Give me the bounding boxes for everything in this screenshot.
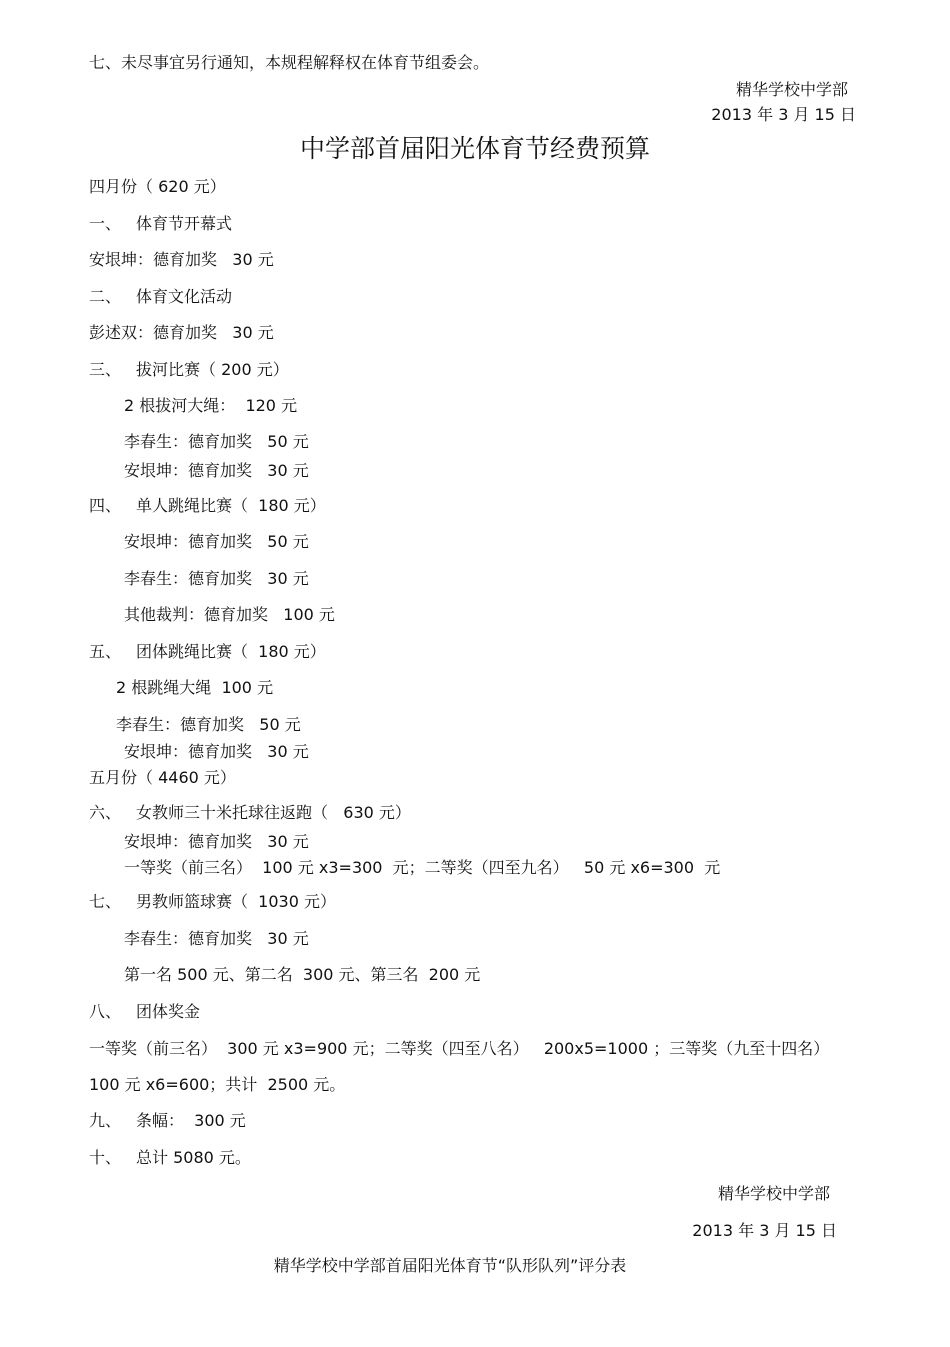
section-7-num: 七、: [89, 892, 122, 911]
sign-org: 精华学校中学部: [717, 1184, 830, 1203]
section-7: [89, 892, 336, 912]
section-10: [89, 1148, 251, 1168]
section-4-num: 四、: [89, 496, 122, 515]
sign-date: 2013 年 3 月 15 日: [692, 1221, 837, 1240]
page-title: 中学部首届阳光体育节经费预算: [299, 134, 650, 163]
section-6: [89, 803, 411, 823]
section-4-line-1: 安垠坤：德育加奖 50 元: [124, 532, 309, 551]
section-8-line-2: 100 元 x6=600；共计 2500 元。: [89, 1075, 346, 1094]
section-9-num: 九、: [89, 1111, 122, 1130]
section-2-num: 二、: [89, 287, 122, 306]
section-1-name: 体育节开幕式: [136, 214, 233, 233]
section-6-num: 六、: [89, 803, 122, 822]
section-3-line-1: 2 根拔河大绳： 120 元: [124, 396, 298, 415]
section-2-name: 体育文化活动: [136, 287, 233, 306]
section-3: [89, 360, 289, 380]
section-8-num: 八、: [89, 1002, 122, 1021]
section-3-num: 三、: [89, 360, 122, 379]
section-8: [89, 1002, 200, 1022]
section-5-line-3: 安垠坤：德育加奖 30 元: [124, 742, 309, 761]
rules-note: 七、未尽事宜另行通知，本规程解释权在体育节组委会。: [89, 53, 490, 72]
section-4: [89, 496, 326, 516]
section-2: [89, 287, 232, 307]
section-1-line-1: 安垠坤：德育加奖 30 元: [89, 250, 274, 269]
header-date: 2013 年 3 月 15 日: [711, 105, 856, 124]
april-heading: 四月份（ 620 元）: [89, 177, 226, 196]
section-5-line-2: 李春生：德育加奖 50 元: [116, 715, 301, 734]
section-6-line-1: 安垠坤：德育加奖 30 元: [124, 832, 309, 851]
footer-title: 精华学校中学部首届阳光体育节“队形队列”评分表: [273, 1256, 627, 1275]
section-1: [89, 214, 232, 234]
section-6-name: 女教师三十米托球往返跑（ 630 元）: [136, 803, 411, 822]
section-1-num: 一、: [89, 214, 122, 233]
section-3-line-2: 李春生：德育加奖 50 元: [124, 432, 309, 451]
header-org: 精华学校中学部: [735, 80, 848, 99]
section-5: [89, 642, 326, 662]
section-2-line-1: 彭述双：德育加奖 30 元: [89, 323, 274, 342]
section-6-line-2: 一等奖（前三名） 100 元 x3=300 元；二等奖（四至九名） 50 元 x6=300 元: [124, 858, 721, 877]
section-5-num: 五、: [89, 642, 122, 661]
section-9: [89, 1111, 246, 1131]
section-5-line-1: 2 根跳绳大绳 100 元: [116, 678, 274, 697]
section-10-num: 十、: [89, 1148, 122, 1167]
section-4-line-2: 李春生：德育加奖 30 元: [124, 569, 309, 588]
section-3-line-3: 安垠坤：德育加奖 30 元: [124, 461, 309, 480]
section-8-line-1: 一等奖（前三名） 300 元 x3=900 元；二等奖（四至八名） 200x5=1000 ；三等奖（九至十四名）: [89, 1039, 830, 1058]
section-7-line-2: 第一名 500 元、第二名 300 元、第三名 200 元: [124, 965, 481, 984]
section-9-name: 条幅： 300 元: [136, 1111, 246, 1130]
section-3-name: 拔河比赛（ 200 元）: [136, 360, 289, 379]
section-7-line-1: 李春生：德育加奖 30 元: [124, 929, 309, 948]
section-4-line-3: 其他裁判：德育加奖 100 元: [124, 605, 335, 624]
section-7-name: 男教师篮球赛（ 1030 元）: [136, 892, 336, 911]
may-heading: 五月份（ 4460 元）: [89, 768, 236, 787]
section-4-name: 单人跳绳比赛（ 180 元）: [136, 496, 326, 515]
section-5-name: 团体跳绳比赛（ 180 元）: [136, 642, 326, 661]
section-8-name: 团体奖金: [136, 1002, 201, 1021]
section-10-name: 总计 5080 元。: [136, 1148, 251, 1167]
